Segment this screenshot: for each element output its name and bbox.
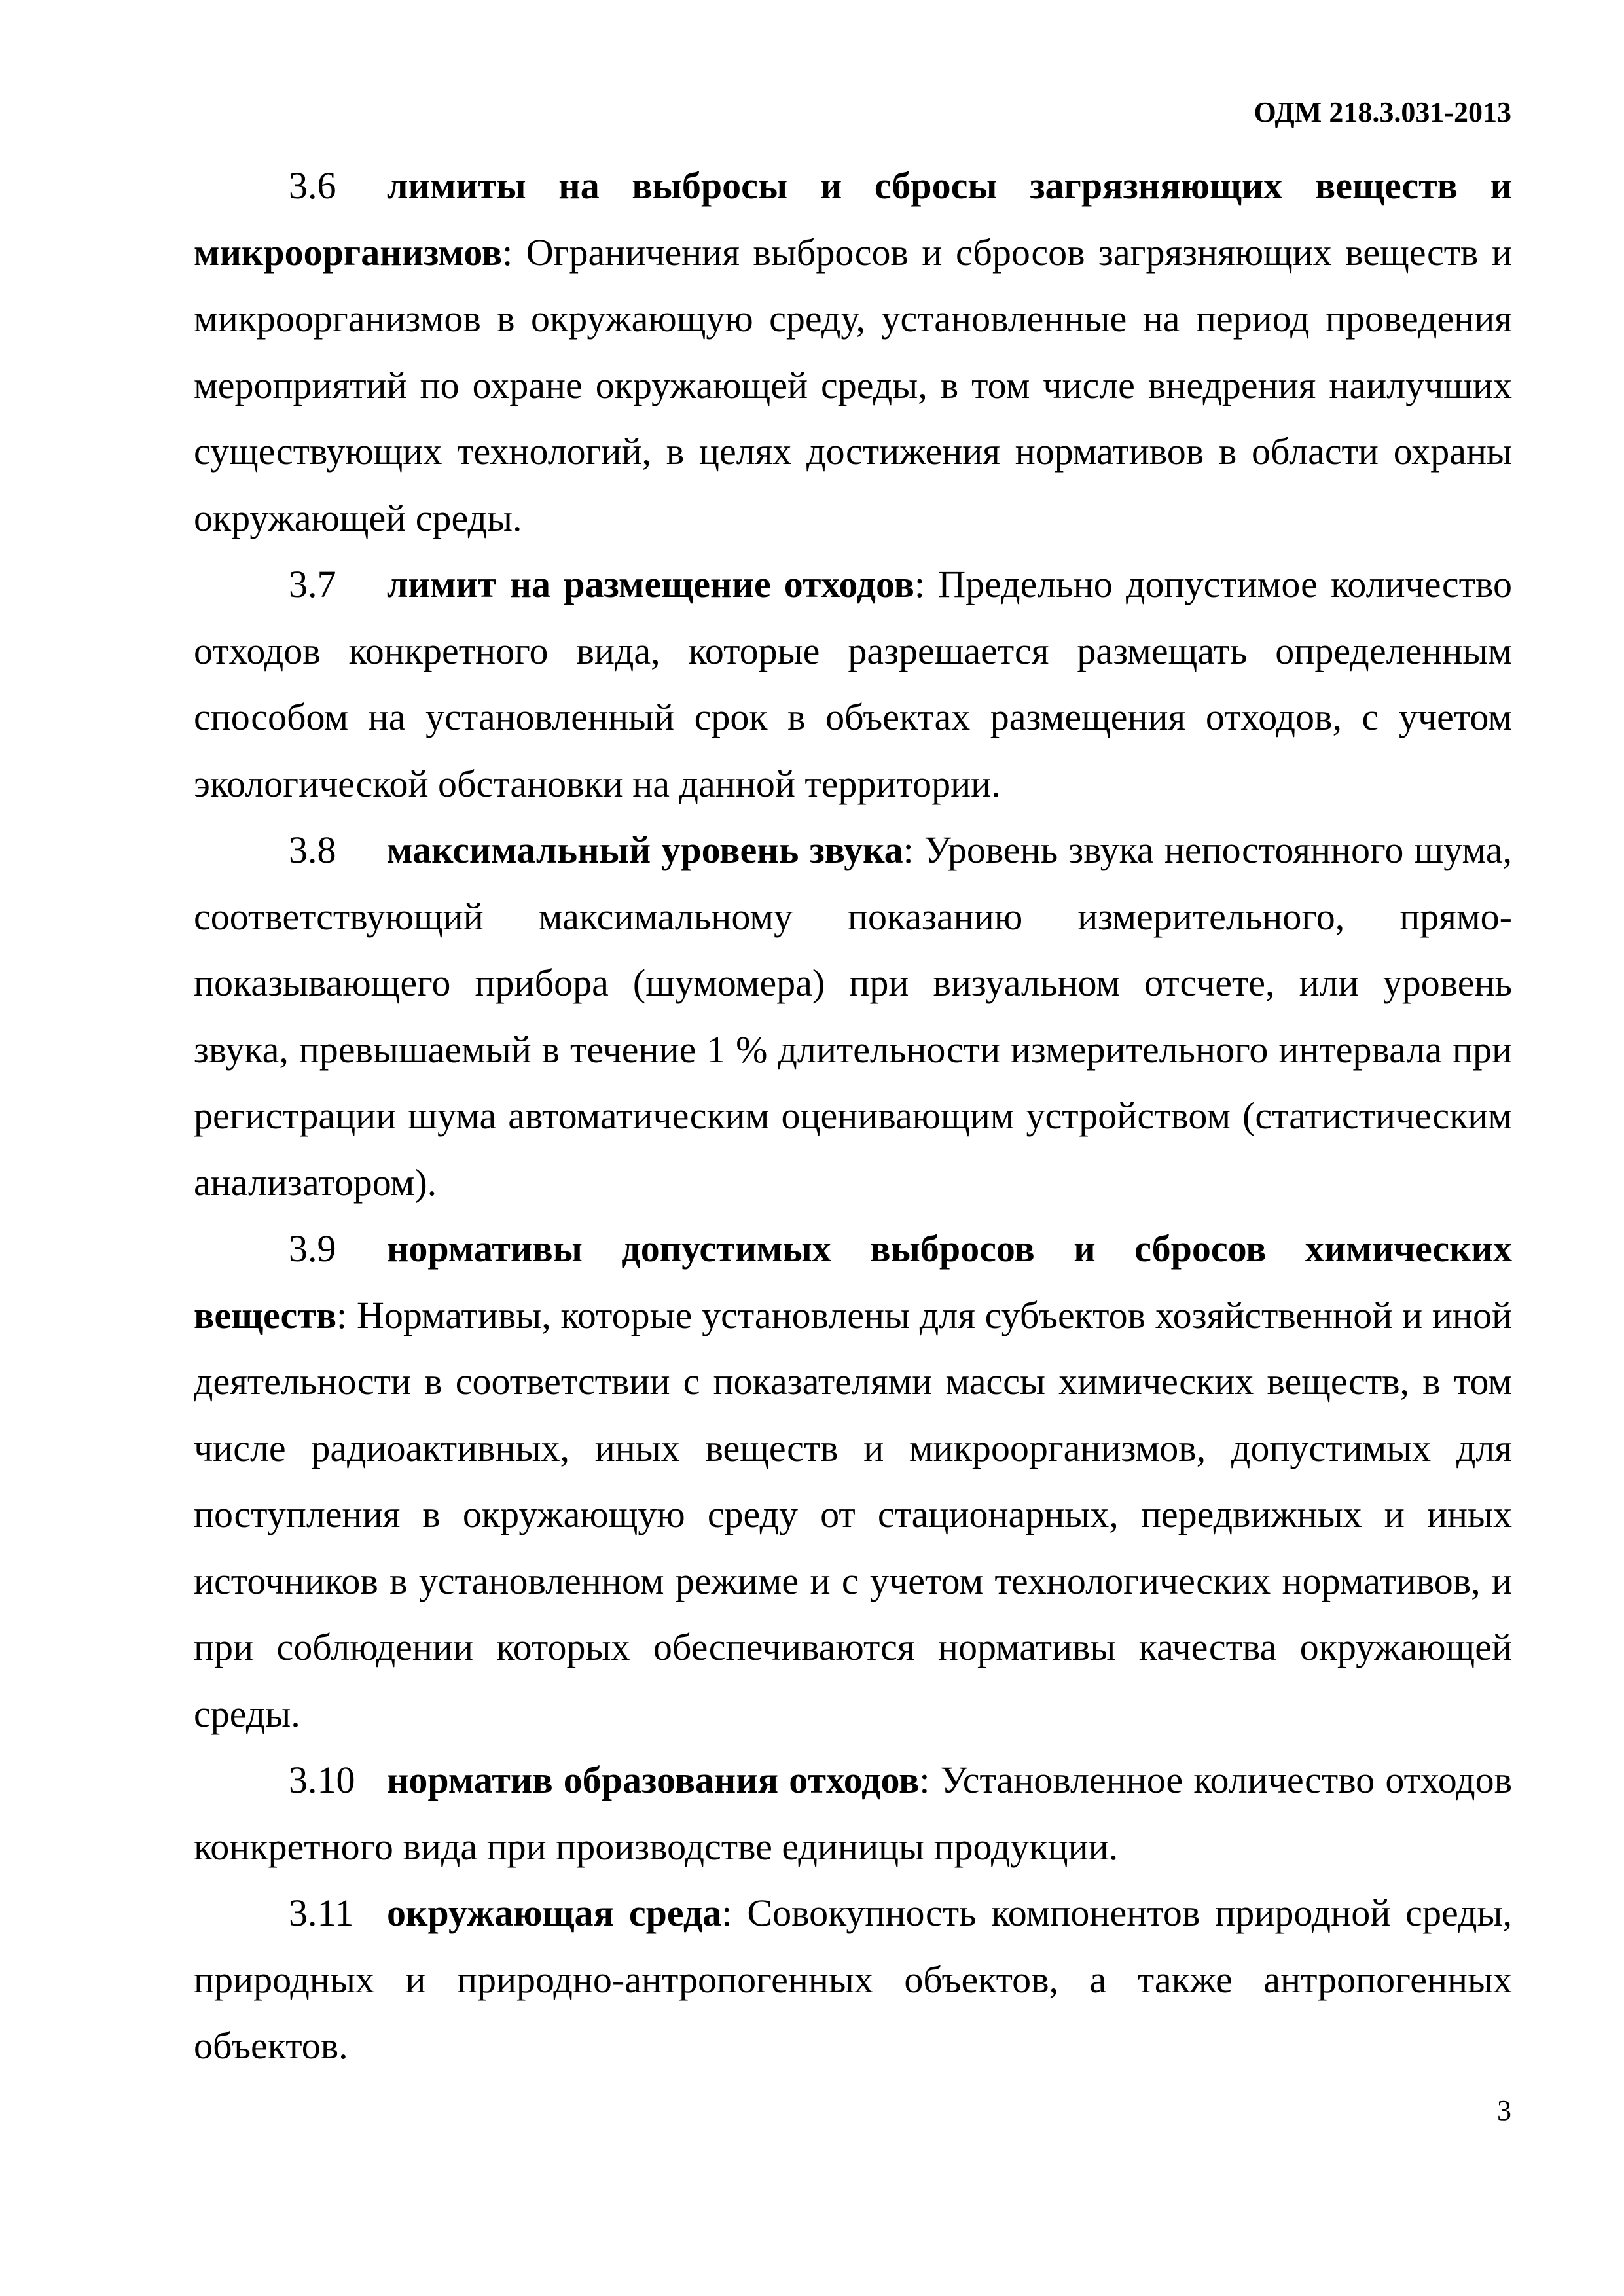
definition-number: 3.10 bbox=[289, 1759, 355, 1801]
definition-number: 3.11 bbox=[289, 1892, 354, 1934]
definition-number: 3.7 bbox=[289, 563, 336, 605]
document-code: ОДМ 218.3.031-2013 bbox=[1254, 96, 1511, 128]
definition-number: 3.9 bbox=[289, 1227, 336, 1270]
definition-text: : Нормативы, которые установлены для субъектов хозяйственной и иной деятельности в соответствии с показателями массы химических веществ, в том числе радиоактивных, иных веществ и микроорганизмов, допустимых для поступления в окружающую среду от стационарных, передвижных и иных источников в установленном режиме и с учетом технологических нормативов, и при соблюдении которых обеспечиваются нормативы качества окружающей среды. bbox=[194, 1293, 1512, 1735]
definition-paragraph bbox=[194, 1215, 1512, 1747]
definition-term: лимиты на выбросы и сбросы загрязняющих веществ и микроорганизмов bbox=[194, 164, 1512, 274]
definition-text: : Установленное количество отходов конкретного вида при производстве единицы продукции. bbox=[194, 1759, 1512, 1868]
definition-term: максимальный уровень звука bbox=[387, 829, 903, 871]
definition-number: 3.8 bbox=[289, 829, 336, 871]
definition-paragraph bbox=[194, 817, 1512, 1215]
definition-paragraph bbox=[194, 152, 1512, 551]
definition-number: 3.6 bbox=[289, 164, 336, 207]
definition-term: нормативы допустимых выбросов и сбросов химических веществ bbox=[194, 1227, 1512, 1336]
definition-term: окружающая среда bbox=[387, 1892, 722, 1934]
page-number: 3 bbox=[1497, 2094, 1511, 2126]
definition-text: : Предельно допустимое количество отходов конкретного вида, которые разрешается размещать определенным способом на установленный срок в объектах размещения отходов, с учетом экологической обстановки на данной территории. bbox=[194, 563, 1512, 805]
definition-text: : Уровень звука непостоянного шума, соответствующий максимальному показанию измерительного, прямо-показывающего прибора (шумомера) при визуальном отсчете, или уровень звука, превышаемый в течение 1 % длительности измерительного интервала при регистрации шума автоматическим оценивающим устройством (статистическим анализатором). bbox=[194, 829, 1512, 1204]
definition-term: норматив образования отходов bbox=[387, 1759, 920, 1801]
definition-term: лимит на размещение отходов bbox=[387, 563, 914, 605]
definitions-list bbox=[194, 152, 1512, 2079]
definition-paragraph bbox=[194, 551, 1512, 817]
definition-text: : Совокупность компонентов природной среды, природных и природно-антропогенных объектов, а также антропогенных объектов. bbox=[194, 1892, 1512, 2067]
definition-paragraph bbox=[194, 1880, 1512, 2079]
definition-text: : Ограничения выбросов и сбросов загрязняющих веществ и микроорганизмов в окружающую среду, установленные на период проведения мероприятий по охране окружающей среды, в том числе внедрения наилучших существующих технологий, в целях достижения нормативов в области охраны окружающей среды. bbox=[194, 230, 1512, 539]
definition-paragraph bbox=[194, 1747, 1512, 1880]
